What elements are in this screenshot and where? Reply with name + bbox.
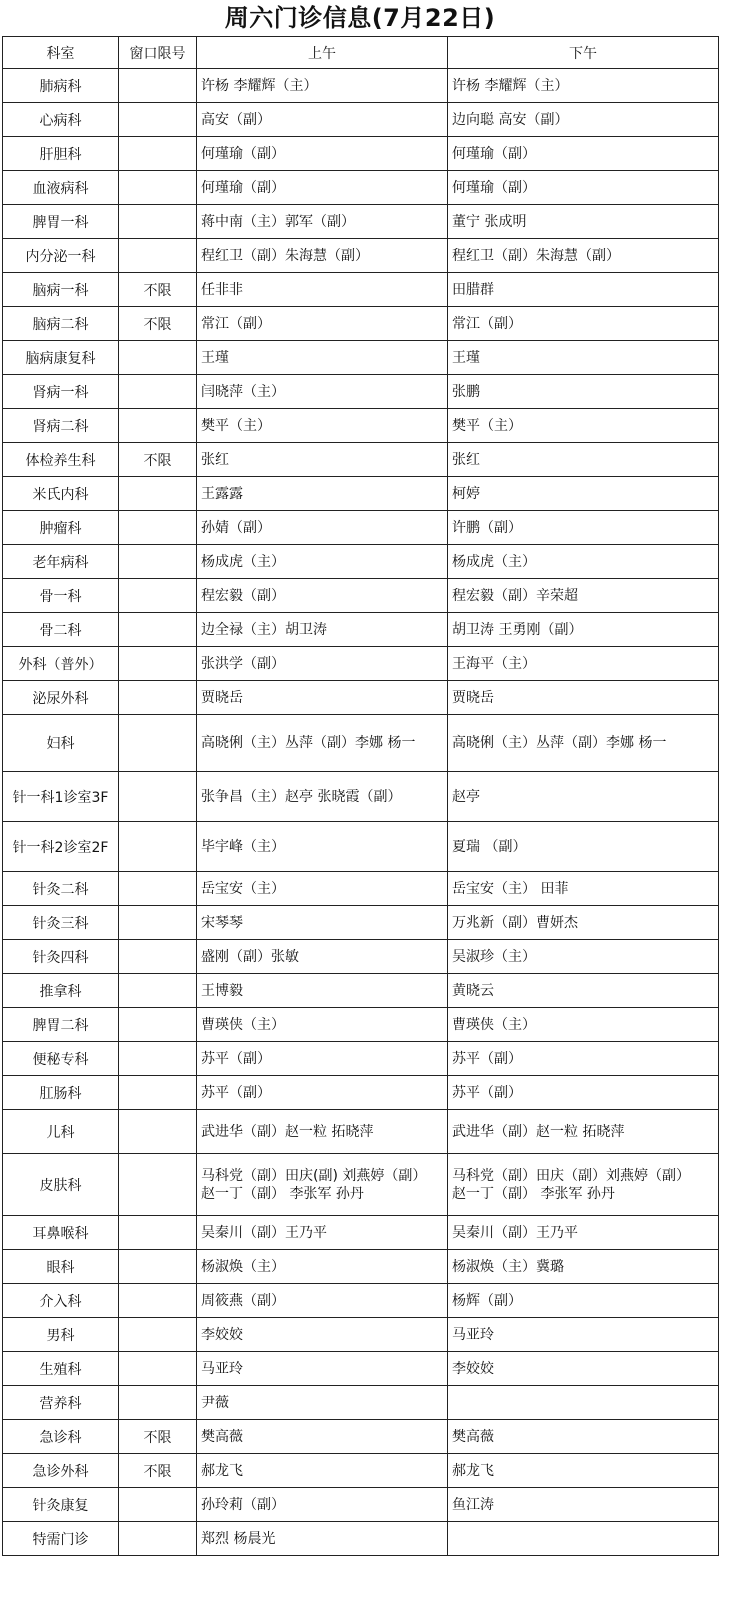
dept-cell: 针一科1诊室3F [3,772,119,822]
table-row [3,69,719,103]
morning-cell: 尹薇 [197,1386,448,1420]
limit-cell [119,477,197,511]
dept-cell: 针灸康复 [3,1488,119,1522]
limit-cell [119,772,197,822]
dept-cell: 骨一科 [3,579,119,613]
morning-cell: 毕宇峰（主） [197,822,448,872]
table-row [3,1110,719,1154]
dept-cell: 脾胃一科 [3,205,119,239]
limit-cell [119,341,197,375]
page-title: 周六门诊信息(7月22日) [224,4,496,32]
morning-cell: 程宏毅（副） [197,579,448,613]
dept-cell: 急诊科 [3,1420,119,1454]
dept-cell: 骨二科 [3,613,119,647]
table-row [3,1154,719,1216]
afternoon-cell: 贾晓岳 [448,681,719,715]
table-row [3,872,719,906]
morning-cell: 孙婧（副） [197,511,448,545]
limit-cell [119,1318,197,1352]
limit-cell: 不限 [119,1454,197,1488]
morning-cell: 王露露 [197,477,448,511]
table-row [3,273,719,307]
dept-cell: 肝胆科 [3,137,119,171]
limit-cell [119,1488,197,1522]
afternoon-cell: 何瑾瑜（副） [448,171,719,205]
afternoon-cell: 许鹏（副） [448,511,719,545]
morning-cell: 孙玲莉（副） [197,1488,448,1522]
dept-cell: 针一科2诊室2F [3,822,119,872]
afternoon-cell: 郝龙飞 [448,1454,719,1488]
table-row [3,443,719,477]
table-row [3,1522,719,1556]
afternoon-cell: 常江（副） [448,307,719,341]
table-row [3,375,719,409]
afternoon-cell: 赵亭 [448,772,719,822]
limit-cell [119,511,197,545]
morning-cell: 王瑾 [197,341,448,375]
limit-cell [119,872,197,906]
morning-cell: 任非非 [197,273,448,307]
afternoon-cell: 边向聪 高安（副） [448,103,719,137]
limit-cell [119,1154,197,1216]
afternoon-cell: 苏平（副） [448,1042,719,1076]
afternoon-cell: 鱼江涛 [448,1488,719,1522]
dept-cell: 内分泌一科 [3,239,119,273]
header-pm: 下午 [448,37,719,69]
dept-cell: 男科 [3,1318,119,1352]
afternoon-cell: 夏瑞 （副） [448,822,719,872]
afternoon-cell: 高晓俐（主）丛萍（副）李娜 杨一 [448,715,719,772]
limit-cell [119,1250,197,1284]
afternoon-cell: 董宁 张成明 [448,205,719,239]
dept-cell: 针灸四科 [3,940,119,974]
dept-cell: 针灸三科 [3,906,119,940]
header-row [3,37,719,69]
table-row [3,171,719,205]
dept-cell: 特需门诊 [3,1522,119,1556]
limit-cell: 不限 [119,1420,197,1454]
limit-cell [119,545,197,579]
limit-cell [119,239,197,273]
afternoon-cell: 马亚玲 [448,1318,719,1352]
dept-cell: 耳鼻喉科 [3,1216,119,1250]
morning-cell: 张红 [197,443,448,477]
limit-cell [119,1076,197,1110]
limit-cell: 不限 [119,443,197,477]
table-row [3,1352,719,1386]
table-row [3,822,719,872]
header-limit: 窗口限号 [119,37,197,69]
afternoon-cell: 万兆新（副）曹妍杰 [448,906,719,940]
dept-cell: 米氏内科 [3,477,119,511]
dept-cell: 儿科 [3,1110,119,1154]
table-row [3,239,719,273]
limit-cell [119,1216,197,1250]
morning-cell: 张争昌（主）赵亭 张晓霞（副） [197,772,448,822]
limit-cell [119,940,197,974]
dept-cell: 介入科 [3,1284,119,1318]
limit-cell [119,103,197,137]
limit-cell [119,974,197,1008]
limit-cell [119,375,197,409]
limit-cell [119,1386,197,1420]
morning-cell: 周筱燕（副） [197,1284,448,1318]
table-row [3,103,719,137]
morning-cell: 程红卫（副）朱海慧（副） [197,239,448,273]
morning-cell: 张洪学（副） [197,647,448,681]
morning-cell: 许杨 李耀辉（主） [197,69,448,103]
afternoon-cell [448,1522,719,1556]
morning-cell: 闫晓萍（主） [197,375,448,409]
morning-cell: 边全禄（主）胡卫涛 [197,613,448,647]
dept-cell: 眼科 [3,1250,119,1284]
limit-cell: 不限 [119,307,197,341]
limit-cell [119,1522,197,1556]
morning-cell: 宋琴琴 [197,906,448,940]
table-row [3,477,719,511]
afternoon-cell: 程宏毅（副）辛荣超 [448,579,719,613]
table-row [3,1454,719,1488]
morning-cell: 樊高薇 [197,1420,448,1454]
limit-cell [119,69,197,103]
schedule-page [2,0,718,1556]
morning-cell: 吴秦川（副）王乃平 [197,1216,448,1250]
dept-cell: 肺病科 [3,69,119,103]
dept-cell: 针灸二科 [3,872,119,906]
limit-cell [119,906,197,940]
limit-cell [119,137,197,171]
table-row [3,1318,719,1352]
dept-cell: 泌尿外科 [3,681,119,715]
morning-cell: 高安（副） [197,103,448,137]
table-row [3,137,719,171]
dept-cell: 老年病科 [3,545,119,579]
table-row [3,906,719,940]
afternoon-cell [448,1386,719,1420]
table-row [3,1386,719,1420]
morning-cell: 常江（副） [197,307,448,341]
limit-cell [119,1110,197,1154]
afternoon-cell: 樊高薇 [448,1420,719,1454]
table-row [3,1284,719,1318]
dept-cell: 营养科 [3,1386,119,1420]
morning-cell: 何瑾瑜（副） [197,137,448,171]
afternoon-cell: 王海平（主） [448,647,719,681]
morning-cell: 郝龙飞 [197,1454,448,1488]
morning-cell: 樊平（主） [197,409,448,443]
limit-cell [119,822,197,872]
afternoon-cell: 田腊群 [448,273,719,307]
morning-cell: 何瑾瑜（副） [197,171,448,205]
dept-cell: 脑病一科 [3,273,119,307]
limit-cell [119,409,197,443]
table-row [3,1008,719,1042]
afternoon-cell: 吴秦川（副）王乃平 [448,1216,719,1250]
morning-cell: 贾晓岳 [197,681,448,715]
table-row [3,545,719,579]
afternoon-cell: 苏平（副） [448,1076,719,1110]
afternoon-cell: 柯婷 [448,477,719,511]
table-row [3,341,719,375]
dept-cell: 肿瘤科 [3,511,119,545]
morning-cell: 李姣姣 [197,1318,448,1352]
afternoon-cell: 何瑾瑜（副） [448,137,719,171]
dept-cell: 脾胃二科 [3,1008,119,1042]
table-row [3,579,719,613]
limit-cell [119,171,197,205]
table-row [3,307,719,341]
morning-cell: 郑烈 杨晨光 [197,1522,448,1556]
table-row [3,647,719,681]
dept-cell: 推拿科 [3,974,119,1008]
limit-cell [119,1008,197,1042]
morning-cell: 岳宝安（主） [197,872,448,906]
dept-cell: 生殖科 [3,1352,119,1386]
morning-cell: 马亚玲 [197,1352,448,1386]
dept-cell: 肛肠科 [3,1076,119,1110]
afternoon-cell: 马科党（副）田庆（副）刘燕婷（副） 赵一丁（副） 李张军 孙丹 [448,1154,719,1216]
limit-cell [119,1352,197,1386]
afternoon-cell: 李姣姣 [448,1352,719,1386]
table-row [3,1250,719,1284]
dept-cell: 脑病二科 [3,307,119,341]
dept-cell: 妇科 [3,715,119,772]
afternoon-cell: 张鹏 [448,375,719,409]
table-row [3,205,719,239]
dept-cell: 血液病科 [3,171,119,205]
limit-cell [119,205,197,239]
dept-cell: 急诊外科 [3,1454,119,1488]
afternoon-cell: 曹瑛侠（主） [448,1008,719,1042]
afternoon-cell: 杨淑焕（主）冀璐 [448,1250,719,1284]
morning-cell: 高晓俐（主）丛萍（副）李娜 杨一 [197,715,448,772]
morning-cell: 王博毅 [197,974,448,1008]
header-dept: 科室 [3,37,119,69]
limit-cell [119,613,197,647]
afternoon-cell: 杨成虎（主） [448,545,719,579]
table-row [3,940,719,974]
morning-cell: 杨淑焕（主） [197,1250,448,1284]
clinic-schedule-table [2,36,719,1556]
limit-cell: 不限 [119,273,197,307]
afternoon-cell: 岳宝安（主） 田菲 [448,872,719,906]
limit-cell [119,647,197,681]
afternoon-cell: 杨辉（副） [448,1284,719,1318]
morning-cell: 苏平（副） [197,1042,448,1076]
limit-cell [119,579,197,613]
table-row [3,1488,719,1522]
dept-cell: 肾病二科 [3,409,119,443]
morning-cell: 曹瑛侠（主） [197,1008,448,1042]
dept-cell: 便秘专科 [3,1042,119,1076]
table-row [3,409,719,443]
afternoon-cell: 樊平（主） [448,409,719,443]
limit-cell [119,715,197,772]
afternoon-cell: 程红卫（副）朱海慧（副） [448,239,719,273]
morning-cell: 盛刚（副）张敏 [197,940,448,974]
afternoon-cell: 武进华（副）赵一粒 拓晓萍 [448,1110,719,1154]
table-row [3,772,719,822]
table-row [3,511,719,545]
limit-cell [119,681,197,715]
schedule-rows [3,69,719,1556]
limit-cell [119,1284,197,1318]
table-row [3,715,719,772]
table-row [3,1076,719,1110]
dept-cell: 体检养生科 [3,443,119,477]
table-row [3,613,719,647]
dept-cell: 脑病康复科 [3,341,119,375]
afternoon-cell: 胡卫涛 王勇刚（副） [448,613,719,647]
afternoon-cell: 黄晓云 [448,974,719,1008]
morning-cell: 蒋中南（主）郭军（副） [197,205,448,239]
header-am: 上午 [197,37,448,69]
table-row [3,1042,719,1076]
dept-cell: 皮肤科 [3,1154,119,1216]
morning-cell: 苏平（副） [197,1076,448,1110]
afternoon-cell: 王瑾 [448,341,719,375]
limit-cell [119,1042,197,1076]
table-row [3,974,719,1008]
table-row [3,1420,719,1454]
table-row [3,681,719,715]
afternoon-cell: 吴淑珍（主） [448,940,719,974]
dept-cell: 外科（普外） [3,647,119,681]
morning-cell: 杨成虎（主） [197,545,448,579]
morning-cell: 武进华（副）赵一粒 拓晓萍 [197,1110,448,1154]
afternoon-cell: 许杨 李耀辉（主） [448,69,719,103]
dept-cell: 肾病一科 [3,375,119,409]
table-row [3,1216,719,1250]
dept-cell: 心病科 [3,103,119,137]
morning-cell: 马科党（副）田庆(副) 刘燕婷（副） 赵一丁（副） 李张军 孙丹 [197,1154,448,1216]
afternoon-cell: 张红 [448,443,719,477]
